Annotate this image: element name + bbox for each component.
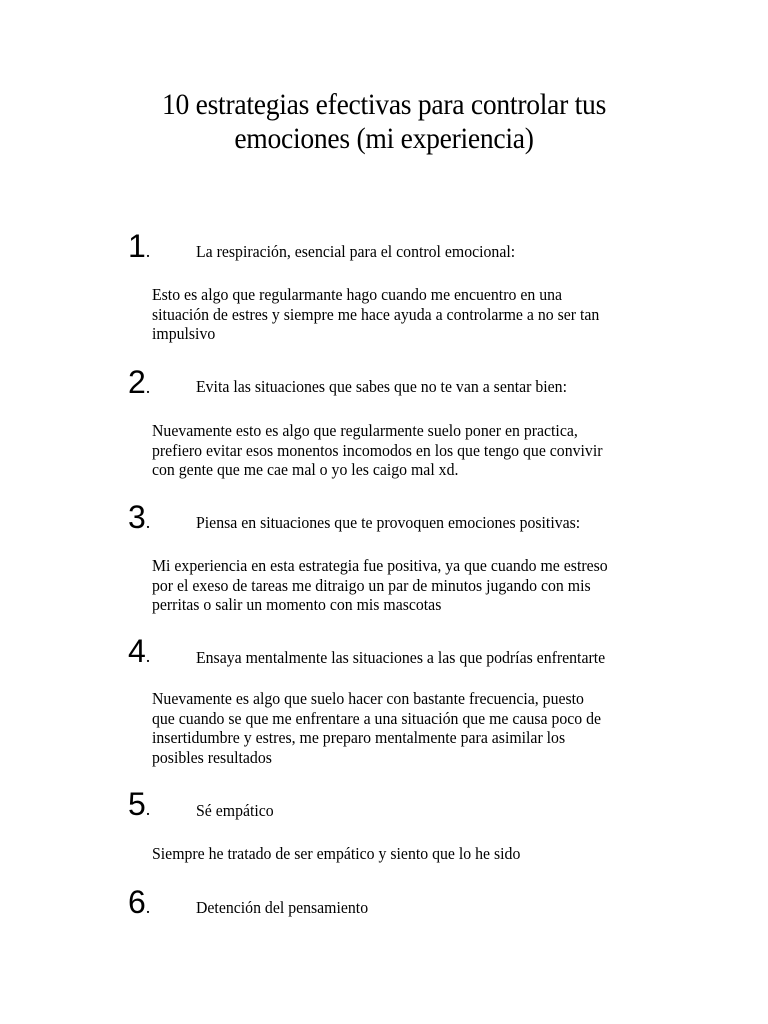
item-number: 6. bbox=[128, 884, 151, 920]
document-title bbox=[108, 88, 660, 156]
item-body: Siempre he tratado de ser empático y siento que lo he sido bbox=[152, 844, 521, 863]
item-number: 5. bbox=[128, 786, 151, 822]
title-line-2: emociones (mi experiencia) bbox=[234, 122, 534, 155]
item-number: 4. bbox=[128, 633, 151, 669]
item-heading: Evita las situaciones que sabes que no te van a sentar bien: bbox=[196, 377, 567, 396]
item-heading: Ensaya mentalmente las situaciones a las que podrías enfrentarte bbox=[196, 648, 606, 667]
item-number: 3. bbox=[128, 499, 151, 535]
title-line-1: 10 estrategias efectivas para controlar tus bbox=[161, 88, 607, 121]
item-body: Esto es algo que regularmante hago cuando me encuentro en una situación de estres y siempre me hace ayuda a controlarme a no ser tan impulsivo bbox=[152, 285, 600, 343]
item-body: Mi experiencia en esta estrategia fue positiva, ya que cuando me estreso por el exeso de tareas me ditraigo un par de minutos jugando con mis perritas o salir un momento con mis mascotas bbox=[152, 556, 608, 614]
item-heading: Detención del pensamiento bbox=[196, 898, 369, 917]
item-heading: Piensa en situaciones que te provoquen emociones positivas: bbox=[196, 513, 581, 532]
item-number: 2. bbox=[128, 364, 151, 400]
item-heading: La respiración, esencial para el control emocional: bbox=[196, 242, 516, 261]
item-number: 1. bbox=[128, 228, 151, 264]
item-body: Nuevamente esto es algo que regularmente suelo poner en practica, prefiero evitar esos monentos incomodos en los que tengo que convivir con gente que me cae mal o yo les caigo mal xd. bbox=[152, 421, 603, 479]
item-body: Nuevamente es algo que suelo hacer con bastante frecuencia, puesto que cuando se que me enfrentare a una situación que me causa poco de insertidumbre y estres, me preparo mentalmente para asimilar los posibles resultados bbox=[152, 689, 602, 767]
item-heading: Sé empático bbox=[196, 801, 274, 820]
